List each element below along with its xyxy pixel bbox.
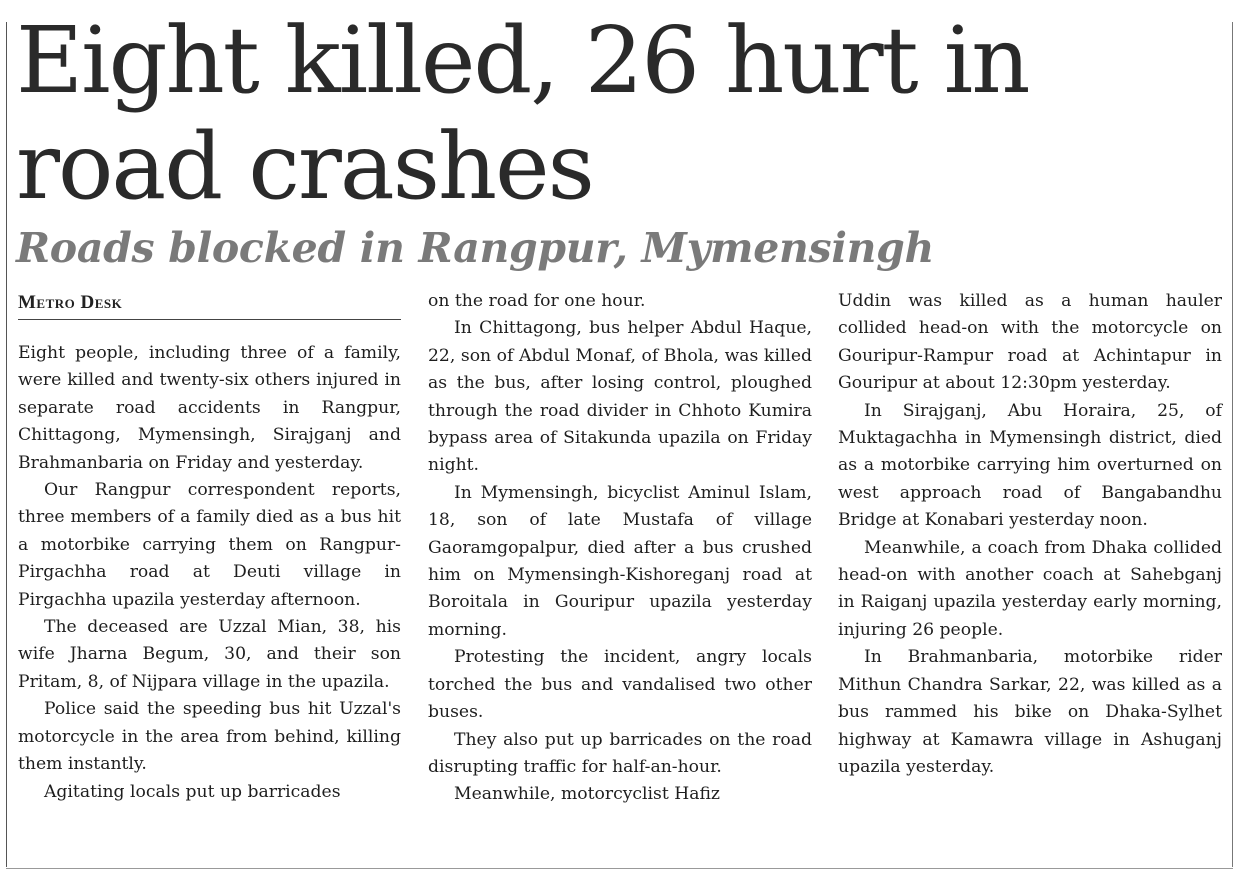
paragraph: Eight people, including three of a family, were killed and twenty-six others injured in separate road accidents in Rangpur, Chittagong, Mymensingh, Sirajganj and Brahmanbaria on Friday and yesterday. [18, 343, 401, 473]
byline: Metro Desk [18, 292, 401, 320]
page-border-right [1232, 22, 1233, 867]
article-column-1 [18, 340, 401, 806]
paragraph: Our Rangpur correspondent reports, three members of a family died as a bus hit a motorbike carrying them on Rangpur-Pirgachha road at Deuti village in Pirgachha upazila yesterday afternoon. [18, 480, 401, 610]
headline-line-2: road crashes [16, 113, 593, 220]
page-border-bottom [6, 868, 1233, 869]
article-column-2 [428, 288, 812, 809]
paragraph: Police said the speeding bus hit Uzzal's motorcycle in the area from behind, killing them instantly. [18, 699, 401, 775]
paragraph: Protesting the incident, angry locals torched the bus and vandalised two other buses. [428, 647, 812, 723]
headline-line-1: Eight killed, 26 hurt in [16, 7, 1029, 114]
paragraph: Meanwhile, a coach from Dhaka collided head-on with another coach at Sahebganj in Raiganj upazila yesterday early morning, injuring 26 people. [838, 537, 1222, 640]
paragraph: In Chittagong, bus helper Abdul Haque, 22, son of Abdul Monaf, of Bhola, was killed as the bus, after losing control, ploughed through the road divider in Chhoto Kumira bypass area of Sitakunda upazila on Friday night. [428, 318, 812, 476]
headline [16, 8, 1028, 220]
paragraph: The deceased are Uzzal Mian, 38, his wife Jharna Begum, 30, and their son Pritam, 8, of Nijpara village in the upazila. [18, 617, 401, 692]
paragraph: In Brahmanbaria, motorbike rider Mithun Chandra Sarkar, 22, was killed as a bus rammed his bike on Dhaka-Sylhet highway at Kamawra village in Ashuganj upazila yesterday. [838, 647, 1222, 777]
paragraph: In Sirajganj, Abu Horaira, 25, of Muktagachha in Mymensingh district, died as a motorbike carrying him overturned on west approach road of Bangabandhu Bridge at Konabari yesterday noon. [838, 400, 1222, 531]
paragraph: They also put up barricades on the road disrupting traffic for half-an-hour. [428, 729, 812, 777]
paragraph: Agitating locals put up barricades [44, 781, 341, 802]
page-border-left [6, 22, 7, 867]
paragraph: Uddin was killed as a human hauler collided head-on with the motorcycle on Gouripur-Rampur road at Achintapur in Gouripur at about 12:30pm yesterday. [838, 291, 1222, 394]
subheadline: Roads blocked in Rangpur, Mymensingh [16, 224, 934, 272]
paragraph: In Mymensingh, bicyclist Aminul Islam, 18, son of late Mustafa of village Gaoramgopalpur, died after a bus crushed him on Mymensingh-Kishoreganj road at Boroitala in Gouripur upazila yesterday morning. [428, 482, 812, 640]
paragraph: on the road for one hour. [428, 291, 646, 311]
article-column-3 [838, 288, 1222, 781]
paragraph: Meanwhile, motorcyclist Hafiz [454, 784, 720, 805]
